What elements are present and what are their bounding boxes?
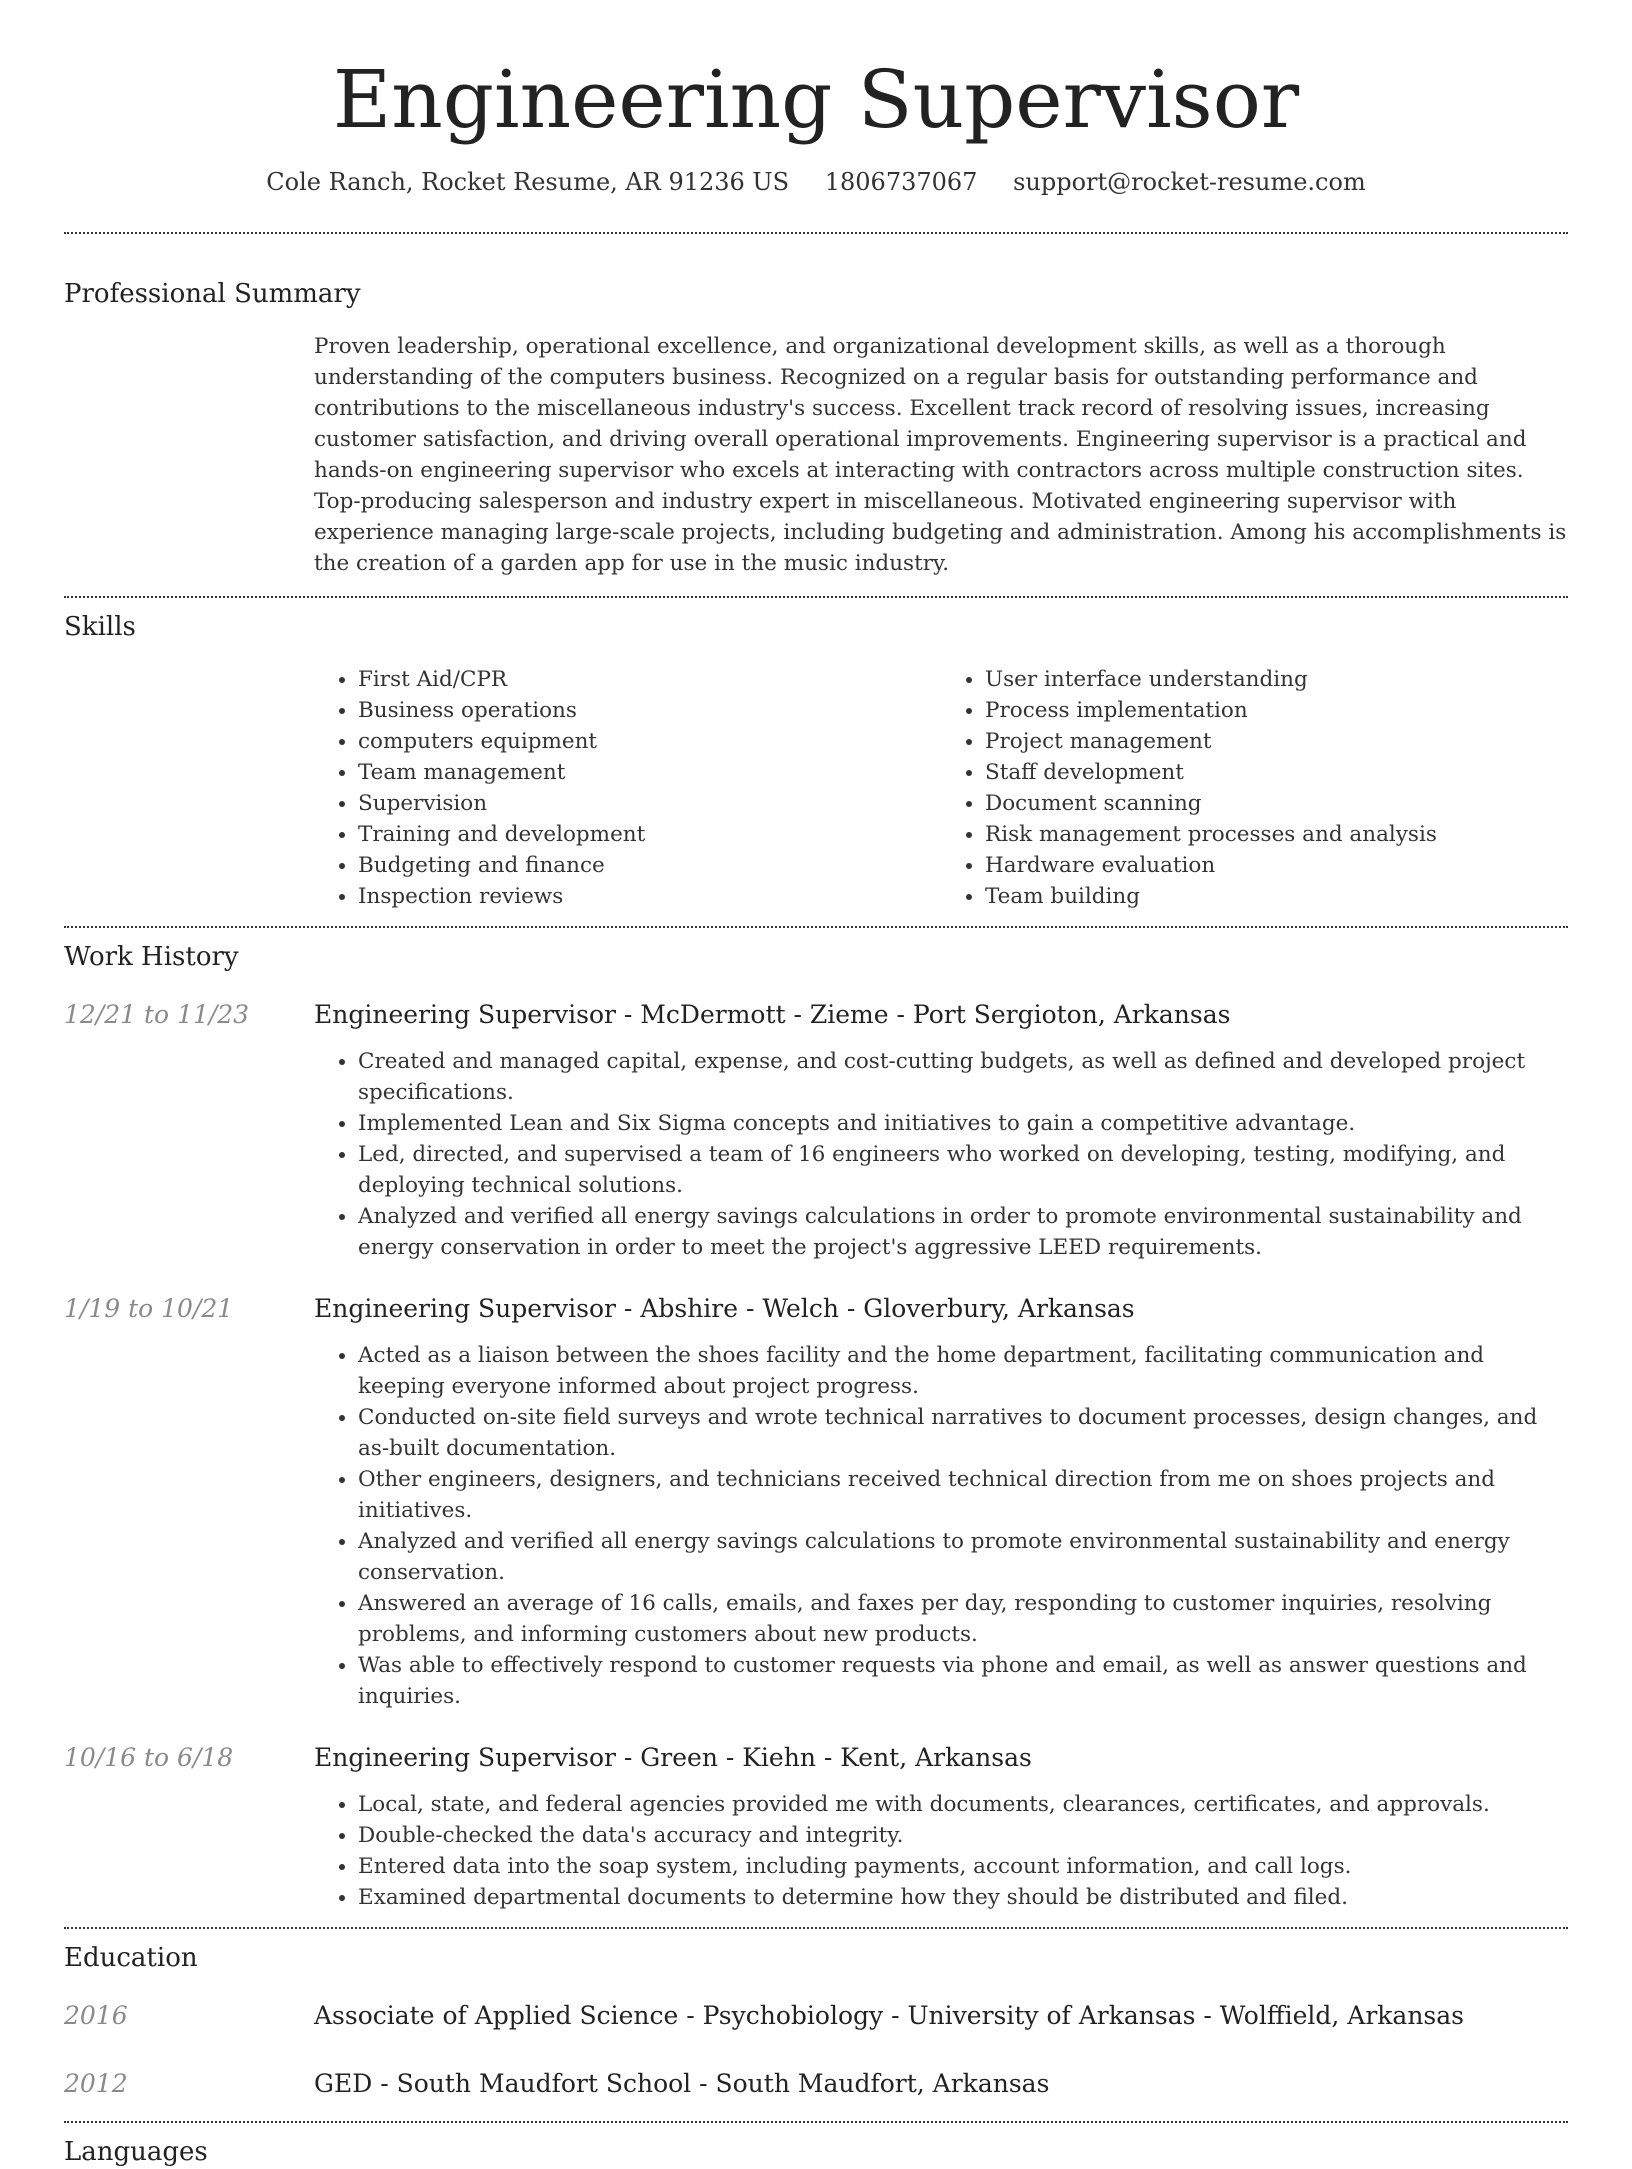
job-entry	[64, 1292, 1568, 1712]
divider	[64, 232, 1568, 234]
skill-item: • Inspection reviews	[358, 881, 941, 912]
job-bullet: • Other engineers, designers, and technicians received technical direction from me on shoes projects and initiatives.	[358, 1464, 1568, 1526]
job-entry	[64, 998, 1568, 1263]
skills-columns	[314, 664, 1568, 912]
skills-list-left	[314, 664, 941, 912]
divider	[64, 596, 1568, 598]
skill-item: • User interface understanding	[985, 664, 1568, 695]
skill-item: • Document scanning	[985, 788, 1568, 819]
job-title: Engineering Supervisor - Green - Kiehn - Kent, Arkansas	[314, 1743, 1032, 1772]
job-bullet: • Double-checked the data's accuracy and integrity.	[358, 1820, 1568, 1851]
job-title: Engineering Supervisor - McDermott - Zieme - Port Sergioton, Arkansas	[314, 1000, 1231, 1029]
summary-heading: Professional Summary	[64, 279, 361, 309]
address: Cole Ranch, Rocket Resume, AR 91236 US	[266, 168, 790, 196]
job-bullet: • Was able to effectively respond to customer requests via phone and email, as well as answer questions and inquiries.	[358, 1650, 1568, 1712]
job-bullet: • Analyzed and verified all energy savings calculations to promote environmental sustainability and energy conservation.	[358, 1526, 1568, 1588]
education-text: Associate of Applied Science - Psychobiology - University of Arkansas - Wolffield, Arkansas	[314, 2001, 1464, 2030]
skill-item: • Risk management processes and analysis	[985, 819, 1568, 850]
languages-section	[64, 2135, 1568, 2169]
job-bullet: • Conducted on-site field surveys and wrote technical narratives to document processes, design changes, and as-built documentation.	[358, 1402, 1568, 1464]
job-title: Engineering Supervisor - Abshire - Welch - Gloverbury, Arkansas	[314, 1294, 1135, 1323]
education-section	[64, 1941, 1568, 2101]
contact-line	[0, 168, 1632, 196]
summary-section	[64, 277, 1568, 579]
divider	[64, 1927, 1568, 1929]
skills-section	[64, 610, 1568, 912]
skill-item: • computers equipment	[358, 726, 941, 757]
skill-item: • Project management	[985, 726, 1568, 757]
job-dates: 12/21 to 11/23	[64, 1000, 250, 1029]
job-bullet: • Answered an average of 16 calls, emails, and faxes per day, responding to customer inquiries, resolving problems, and informing customers about new products.	[358, 1588, 1568, 1650]
job-dates: 1/19 to 10/21	[64, 1294, 234, 1323]
job-dates: 10/16 to 6/18	[64, 1743, 234, 1772]
email: support@rocket-resume.com	[1013, 168, 1366, 196]
skill-item: • Team management	[358, 757, 941, 788]
job-bullet: • Led, directed, and supervised a team of 16 engineers who worked on developing, testing, modifying, and deploying technical solutions.	[358, 1139, 1568, 1201]
skill-item: • Process implementation	[985, 695, 1568, 726]
education-entry	[64, 2067, 1568, 2101]
skill-item: • Training and development	[358, 819, 941, 850]
skill-item: • Supervision	[358, 788, 941, 819]
job-bullets	[314, 1046, 1568, 1263]
education-year: 2012	[64, 2069, 128, 2098]
job-bullet: • Entered data into the soap system, including payments, account information, and call logs.	[358, 1851, 1568, 1882]
skill-item: • Business operations	[358, 695, 941, 726]
education-entry	[64, 1999, 1568, 2033]
job-bullet: • Acted as a liaison between the shoes facility and the home department, facilitating communication and keeping everyone informed about project progress.	[358, 1340, 1568, 1402]
job-bullets	[314, 1789, 1568, 1913]
skills-list-right	[941, 664, 1568, 912]
job-bullet: • Created and managed capital, expense, and cost-cutting budgets, as well as defined and developed project specifications.	[358, 1046, 1568, 1108]
divider	[64, 926, 1568, 928]
job-entry	[64, 1741, 1568, 1913]
job-bullet: • Implemented Lean and Six Sigma concepts and initiatives to gain a competitive advantage.	[358, 1108, 1568, 1139]
work-history-section	[64, 940, 1568, 1913]
phone: 1806737067	[824, 168, 978, 196]
job-bullets	[314, 1340, 1568, 1712]
work-history-heading: Work History	[64, 942, 239, 972]
education-text: GED - South Maudfort School - South Maudfort, Arkansas	[314, 2069, 1050, 2098]
skill-item: • Team building	[985, 881, 1568, 912]
languages-heading: Languages	[64, 2137, 208, 2167]
education-year: 2016	[64, 2001, 128, 2030]
education-heading: Education	[64, 1943, 198, 1973]
skill-item: • Budgeting and finance	[358, 850, 941, 881]
job-bullet: • Examined departmental documents to determine how they should be distributed and filed.	[358, 1882, 1568, 1913]
job-bullet: • Local, state, and federal agencies provided me with documents, clearances, certificates, and approvals.	[358, 1789, 1568, 1820]
resume-name: Engineering Supervisor	[332, 53, 1300, 146]
skill-item: • First Aid/CPR	[358, 664, 941, 695]
skill-item: • Staff development	[985, 757, 1568, 788]
summary-text: Proven leadership, operational excellence, and organizational development skills, as well as a thorough understanding of the computers business. Recognized on a regular basis for outstanding performance and contributions to the miscellaneous industry's success. Excellent track record of resolving issues, increasing customer satisfaction, and driving overall operational improvements. Engineering supervisor is a practical and hands-on engineering supervisor who excels at interacting with contractors across multiple construction sites. Top-producing salesperson and industry expert in miscellaneous. Motivated engineering supervisor with experience managing large-scale projects, including budgeting and administration. Among his accomplishments is the creation of a garden app for use in the music industry.	[314, 334, 1567, 576]
job-bullet: • Analyzed and verified all energy savings calculations in order to promote environmental sustainability and energy conservation in order to meet the project's aggressive LEED requirements.	[358, 1201, 1568, 1263]
skills-heading: Skills	[64, 612, 136, 642]
skill-item: • Hardware evaluation	[985, 850, 1568, 881]
divider	[64, 2121, 1568, 2123]
